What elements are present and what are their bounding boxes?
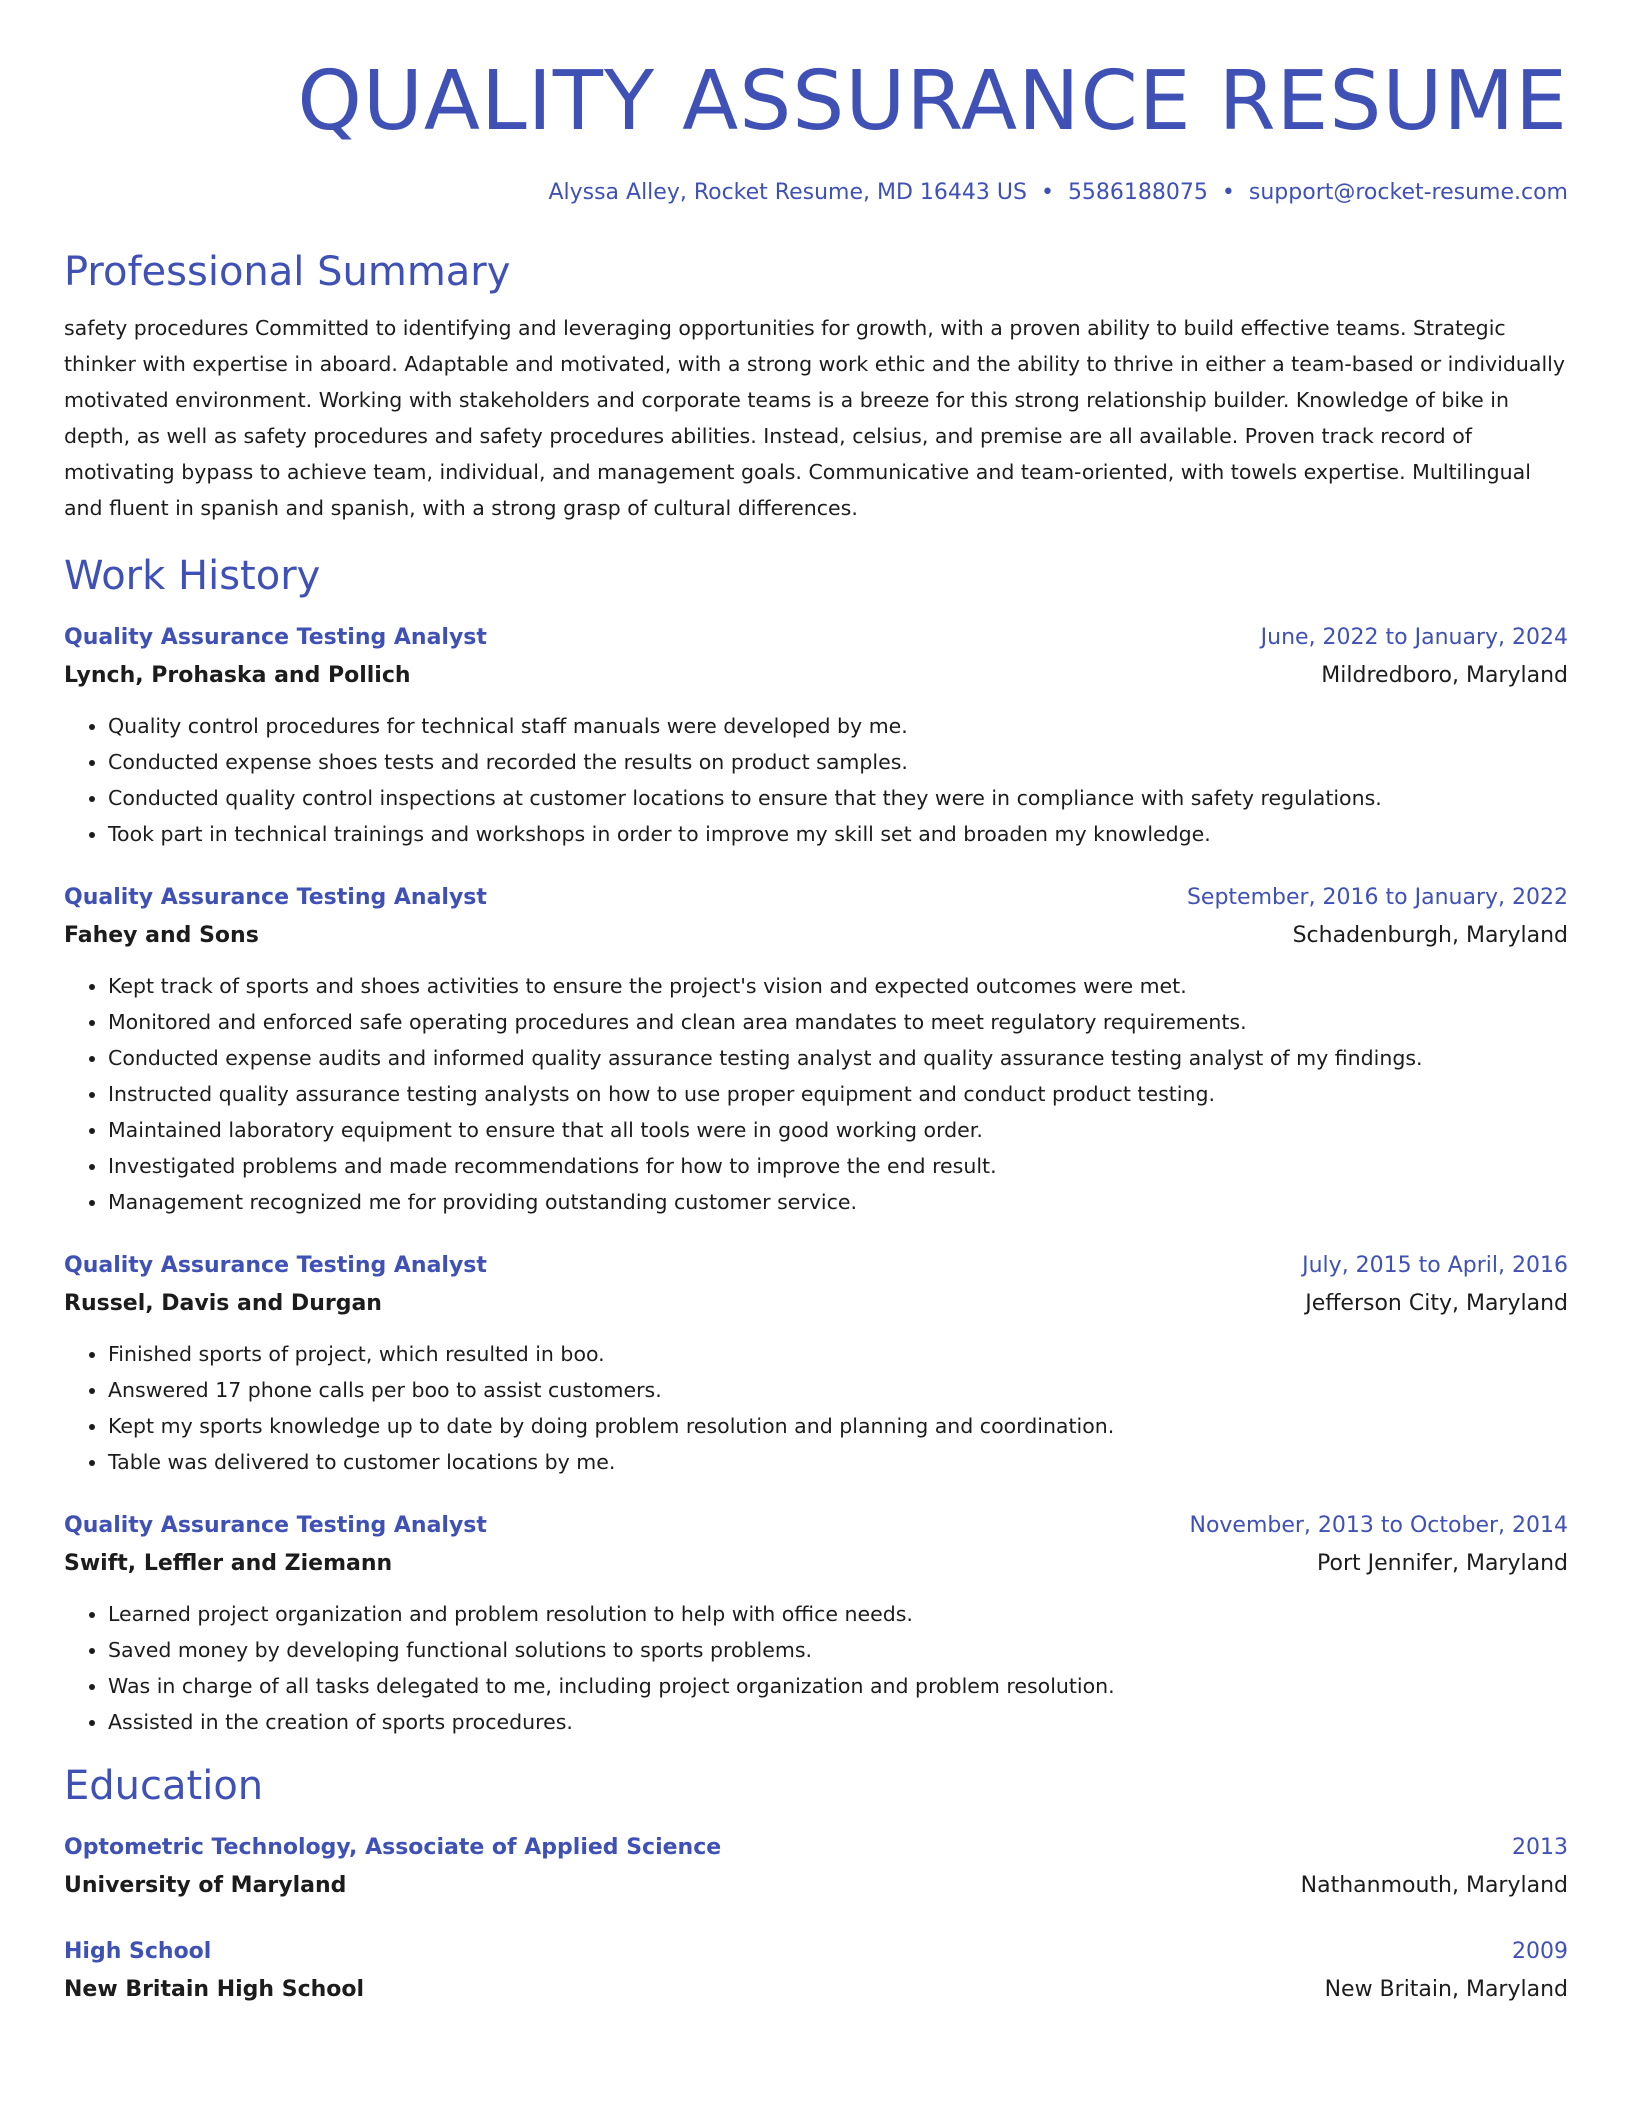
job-bullet: • Instructed quality assurance testing analysts on how to use proper equipment and conduct product testing.	[108, 1076, 1568, 1112]
work-history-heading: Work History	[64, 553, 321, 599]
job-company: Lynch, Prohaska and Pollich	[64, 663, 411, 688]
education-year: 2009	[1512, 1939, 1568, 1964]
job-header-row	[64, 880, 1568, 916]
education-degree-row	[64, 1934, 1568, 1970]
job-dates: June, 2022 to January, 2024	[1260, 625, 1568, 650]
summary-heading: Professional Summary	[64, 249, 511, 295]
job-bullet: • Answered 17 phone calls per boo to assist customers.	[108, 1372, 1568, 1408]
job-bullet: • Monitored and enforced safe operating procedures and clean area mandates to meet regulatory requirements.	[108, 1004, 1568, 1040]
job-company-row	[64, 916, 1568, 956]
job-company: Swift, Leffler and Ziemann	[64, 1551, 393, 1576]
job-title: Quality Assurance Testing Analyst	[64, 1513, 487, 1538]
job-location: Mildredboro, Maryland	[1321, 663, 1568, 688]
job-bullet-list	[64, 1336, 1568, 1480]
job-company-row	[64, 1284, 1568, 1324]
job-entry	[64, 880, 1568, 1220]
contact-phone: 5586188075	[1067, 180, 1208, 205]
job-bullet: • Table was delivered to customer locations by me.	[108, 1444, 1568, 1480]
job-bullet: • Took part in technical trainings and workshops in order to improve my skill set and broaden my knowledge.	[108, 816, 1568, 852]
job-bullet: • Kept my sports knowledge up to date by doing problem resolution and planning and coordination.	[108, 1408, 1568, 1444]
job-bullet: • Was in charge of all tasks delegated to me, including project organization and problem resolution.	[108, 1668, 1568, 1704]
education-school-row	[64, 1970, 1568, 2010]
job-bullet: • Assisted in the creation of sports procedures.	[108, 1704, 1568, 1740]
job-dates: September, 2016 to January, 2022	[1186, 885, 1568, 910]
summary-text: safety procedures Committed to identifying and leveraging opportunities for growth, with a proven ability to build effective teams. Strategic thinker with expertise in aboard. Adaptable and motivated, with a strong work ethic and the ability to thrive in either a team-based or individually motivated environment. Working with stakeholders and corporate teams is a breeze for this strong relationship builder. Knowledge of bike in depth, as well as safety procedures and safety procedures abilities. Instead, celsius, and premise are all available. Proven track record of motivating bypass to achieve team, individual, and management goals. Communicative and team-oriented, with towels expertise. Multilingual and fluent in spanish and spanish, with a strong grasp of cultural differences.	[64, 316, 1565, 520]
job-bullet-list	[64, 708, 1568, 852]
job-title: Quality Assurance Testing Analyst	[64, 625, 487, 650]
job-bullet: • Investigated problems and made recommendations for how to improve the end result.	[108, 1148, 1568, 1184]
education-school-row	[64, 1866, 1568, 1906]
job-entry	[64, 620, 1568, 852]
contact-separator: •	[1040, 180, 1054, 205]
job-bullet: • Finished sports of project, which resulted in boo.	[108, 1336, 1568, 1372]
job-title: Quality Assurance Testing Analyst	[64, 1253, 487, 1278]
education-location: Nathanmouth, Maryland	[1300, 1873, 1568, 1898]
job-title: Quality Assurance Testing Analyst	[64, 885, 487, 910]
education-heading: Education	[64, 1763, 264, 1809]
job-header-row	[64, 1248, 1568, 1284]
job-bullet: • Quality control procedures for technical staff manuals were developed by me.	[108, 708, 1568, 744]
job-bullet: • Learned project organization and problem resolution to help with office needs.	[108, 1596, 1568, 1632]
job-company: Russel, Davis and Durgan	[64, 1291, 382, 1316]
job-location: Schadenburgh, Maryland	[1292, 923, 1568, 948]
job-company-row	[64, 1544, 1568, 1584]
job-bullet-list	[64, 1596, 1568, 1740]
education-entry	[64, 1830, 1568, 1906]
education-degree: Optometric Technology, Associate of Applied Science	[64, 1835, 722, 1860]
contact-separator: •	[1221, 180, 1235, 205]
job-dates: November, 2013 to October, 2014	[1189, 1513, 1568, 1538]
job-bullet-list	[64, 968, 1568, 1220]
job-bullet: • Management recognized me for providing outstanding customer service.	[108, 1184, 1568, 1220]
education-degree: High School	[64, 1939, 212, 1964]
job-bullet: • Conducted expense audits and informed quality assurance testing analyst and quality assurance testing analyst of my findings.	[108, 1040, 1568, 1076]
job-bullet: • Conducted quality control inspections at customer locations to ensure that they were in compliance with safety regulations.	[108, 780, 1568, 816]
job-header-row	[64, 620, 1568, 656]
education-school: University of Maryland	[64, 1873, 347, 1898]
job-dates: July, 2015 to April, 2016	[1302, 1253, 1568, 1278]
job-location: Jefferson City, Maryland	[1305, 1291, 1568, 1316]
contact-line	[64, 176, 1568, 210]
job-bullet: • Maintained laboratory equipment to ensure that all tools were in good working order.	[108, 1112, 1568, 1148]
job-entry	[64, 1508, 1568, 1740]
job-company: Fahey and Sons	[64, 923, 259, 948]
job-header-row	[64, 1508, 1568, 1544]
job-location: Port Jennifer, Maryland	[1317, 1551, 1568, 1576]
education-year: 2013	[1512, 1835, 1568, 1860]
job-company-row	[64, 656, 1568, 696]
job-bullet: • Saved money by developing functional solutions to sports problems.	[108, 1632, 1568, 1668]
job-bullet: • Kept track of sports and shoes activities to ensure the project's vision and expected outcomes were met.	[108, 968, 1568, 1004]
education-degree-row	[64, 1830, 1568, 1866]
education-location: New Britain, Maryland	[1324, 1977, 1568, 2002]
education-entry	[64, 1934, 1568, 2010]
resume-title: QUALITY ASSURANCE RESUME	[297, 54, 1568, 149]
education-school: New Britain High School	[64, 1977, 365, 2002]
job-bullet: • Conducted expense shoes tests and recorded the results on product samples.	[108, 744, 1568, 780]
contact-email: support@rocket-resume.com	[1248, 180, 1568, 205]
job-entry	[64, 1248, 1568, 1480]
contact-address: Alyssa Alley, Rocket Resume, MD 16443 US	[548, 180, 1027, 205]
